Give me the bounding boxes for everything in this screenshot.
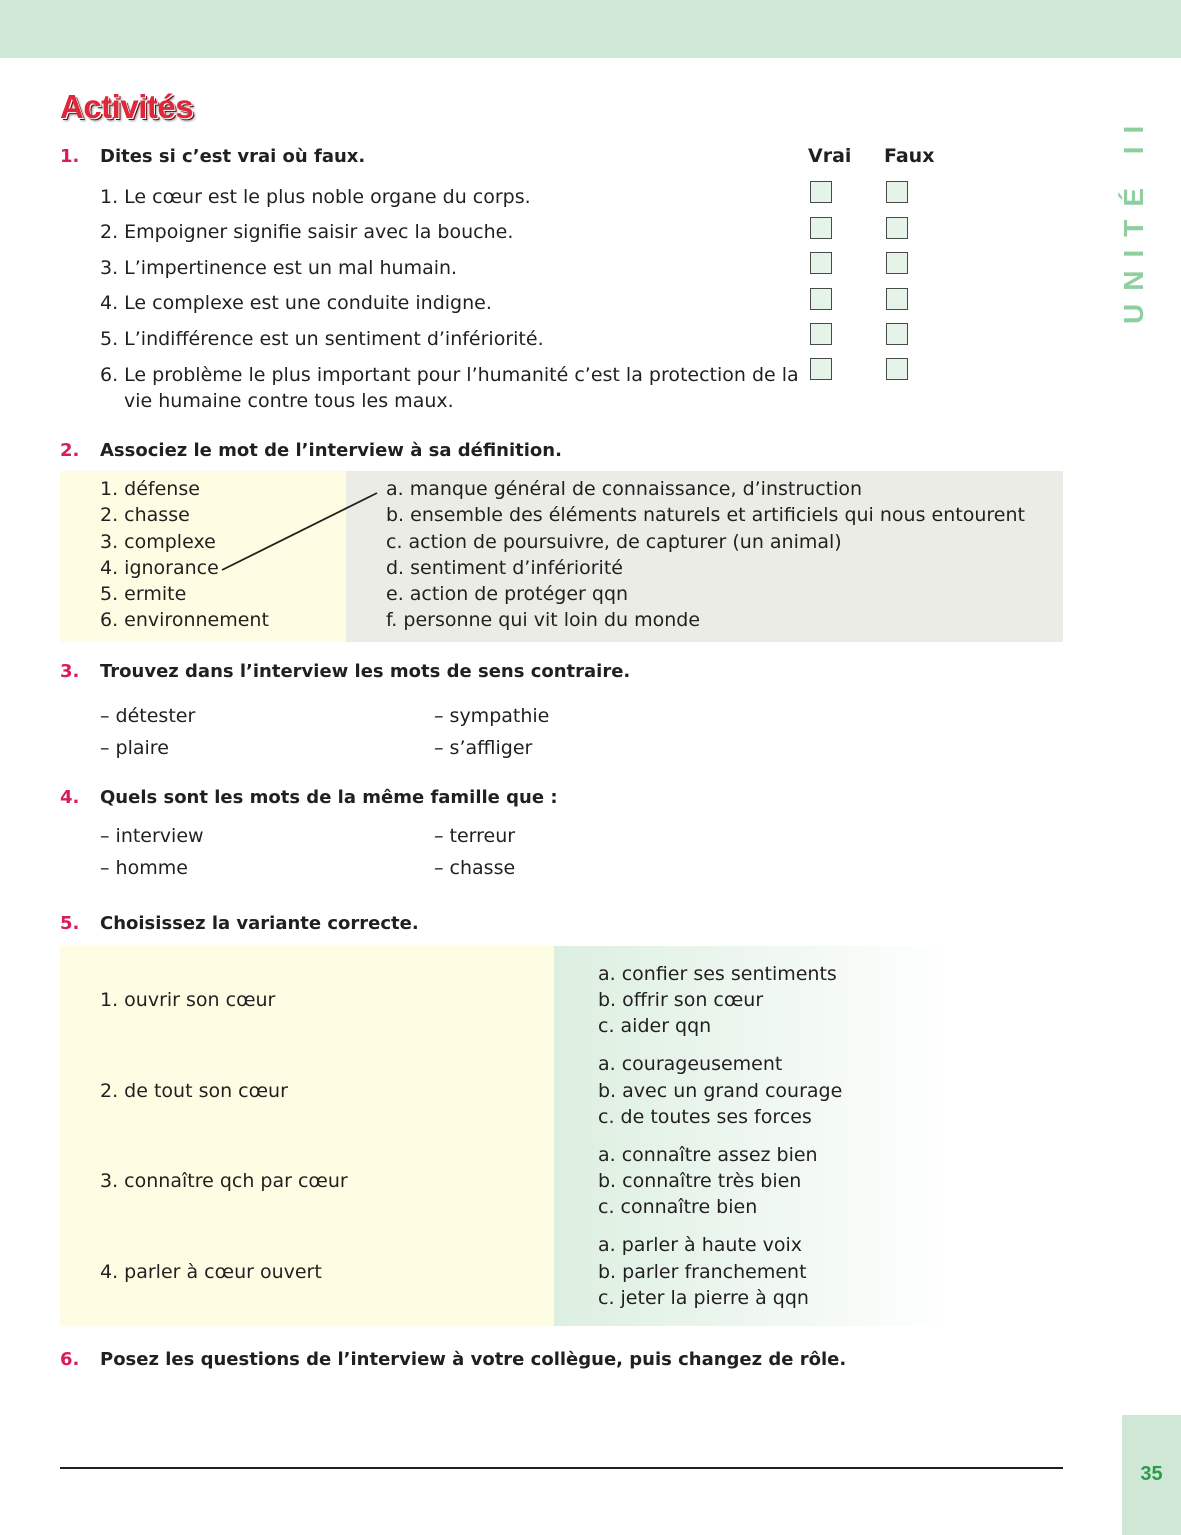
ex3-word-3: – sympathie (434, 705, 550, 727)
exercise-6-number: 6. (60, 1349, 80, 1370)
exercise-2-number: 2. (60, 440, 80, 461)
ex2-word-1: 1. défense (100, 478, 200, 500)
ex5-expression-1: 1. ouvrir son cœur (100, 989, 276, 1011)
exercise-5-number: 5. (60, 913, 80, 934)
ex5-option-3b: b. connaître très bien (598, 1170, 802, 1192)
ex2-word-5: 5. ermite (100, 583, 187, 605)
ex5-expression-3: 3. connaître qch par cœur (100, 1170, 348, 1192)
ex2-word-3: 3. complexe (100, 531, 216, 553)
ex5-option-3c: c. connaître bien (598, 1196, 758, 1218)
ex2-word-4: 4. ignorance (100, 557, 219, 579)
exercise-5-question: Choisissez la variante correcte. (100, 913, 419, 934)
ex4-word-2: – homme (100, 857, 188, 879)
ex5-option-1b: b. offrir son cœur (598, 989, 764, 1011)
ex2-definition-e: e. action de protéger qqn (386, 583, 629, 605)
ex3-word-2: – plaire (100, 737, 169, 759)
ex5-option-1a: a. confier ses sentiments (598, 963, 837, 985)
ex2-word-6: 6. environnement (100, 609, 269, 631)
ex1-statement-5: 5. L’indifférence est un sentiment d’infériorité. (100, 328, 544, 350)
ex3-word-4: – s’affliger (434, 737, 533, 759)
ex5-option-4c: c. jeter la pierre à qqn (598, 1287, 809, 1309)
ex5-option-3a: a. connaître assez bien (598, 1144, 818, 1166)
ex2-definition-c: c. action de poursuivre, de capturer (un animal) (386, 531, 842, 553)
ex2-word-2: 2. chasse (100, 504, 190, 526)
exercise-4-number: 4. (60, 787, 80, 808)
unit-label: UNITÉ II (1118, 112, 1149, 324)
ex1-statement-2: 2. Empoigner signifie saisir avec la bouche. (100, 221, 514, 243)
page-number: 35 (1140, 1463, 1163, 1485)
ex1-statement-4: 4. Le complexe est une conduite indigne. (100, 292, 492, 314)
ex5-option-1c: c. aider qqn (598, 1015, 712, 1037)
false-column-header: Faux (884, 145, 935, 167)
ex1-statement-3: 3. L’impertinence est un mal humain. (100, 257, 458, 279)
ex5-option-2c: c. de toutes ses forces (598, 1106, 812, 1128)
page-title: Activités (60, 88, 194, 125)
ex2-definition-f: f. personne qui vit loin du monde (386, 609, 701, 631)
ex5-expression-4: 4. parler à cœur ouvert (100, 1261, 322, 1283)
ex1-statement-6-continued: vie humaine contre tous les maux. (124, 390, 454, 412)
ex2-definition-d: d. sentiment d’infériorité (386, 557, 623, 579)
exercise-6-question: Posez les questions de l’interview à votre collègue, puis changez de rôle. (100, 1349, 847, 1370)
exercise-3-question: Trouvez dans l’interview les mots de sens contraire. (100, 661, 631, 682)
ex4-word-4: – chasse (434, 857, 516, 879)
ex4-word-1: – interview (100, 825, 204, 847)
ex5-option-2b: b. avec un grand courage (598, 1080, 843, 1102)
exercise-1-number: 1. (60, 146, 80, 167)
ex2-definition-b: b. ensemble des éléments naturels et artificiels qui nous entourent (386, 504, 1025, 526)
exercise-1-question: Dites si c’est vrai où faux. (100, 146, 366, 167)
true-column-header: Vrai (808, 145, 852, 167)
exercise-2-question: Associez le mot de l’interview à sa définition. (100, 440, 562, 461)
ex3-word-1: – détester (100, 705, 196, 727)
exercise-3-number: 3. (60, 661, 80, 682)
example-match-line (0, 0, 1181, 700)
footer-rule (60, 1467, 1063, 1469)
ex5-option-4b: b. parler franchement (598, 1261, 807, 1283)
ex1-statement-1: 1. Le cœur est le plus noble organe du corps. (100, 186, 531, 208)
ex4-word-3: – terreur (434, 825, 516, 847)
ex5-expression-2: 2. de tout son cœur (100, 1080, 288, 1102)
ex2-definition-a: a. manque général de connaissance, d’instruction (386, 478, 863, 500)
ex5-option-2a: a. courageusement (598, 1053, 783, 1075)
ex5-option-4a: a. parler à haute voix (598, 1234, 803, 1256)
exercise-4-question: Quels sont les mots de la même famille que : (100, 787, 558, 808)
ex1-statement-6: 6. Le problème le plus important pour l’humanité c’est la protection de la (100, 364, 799, 386)
